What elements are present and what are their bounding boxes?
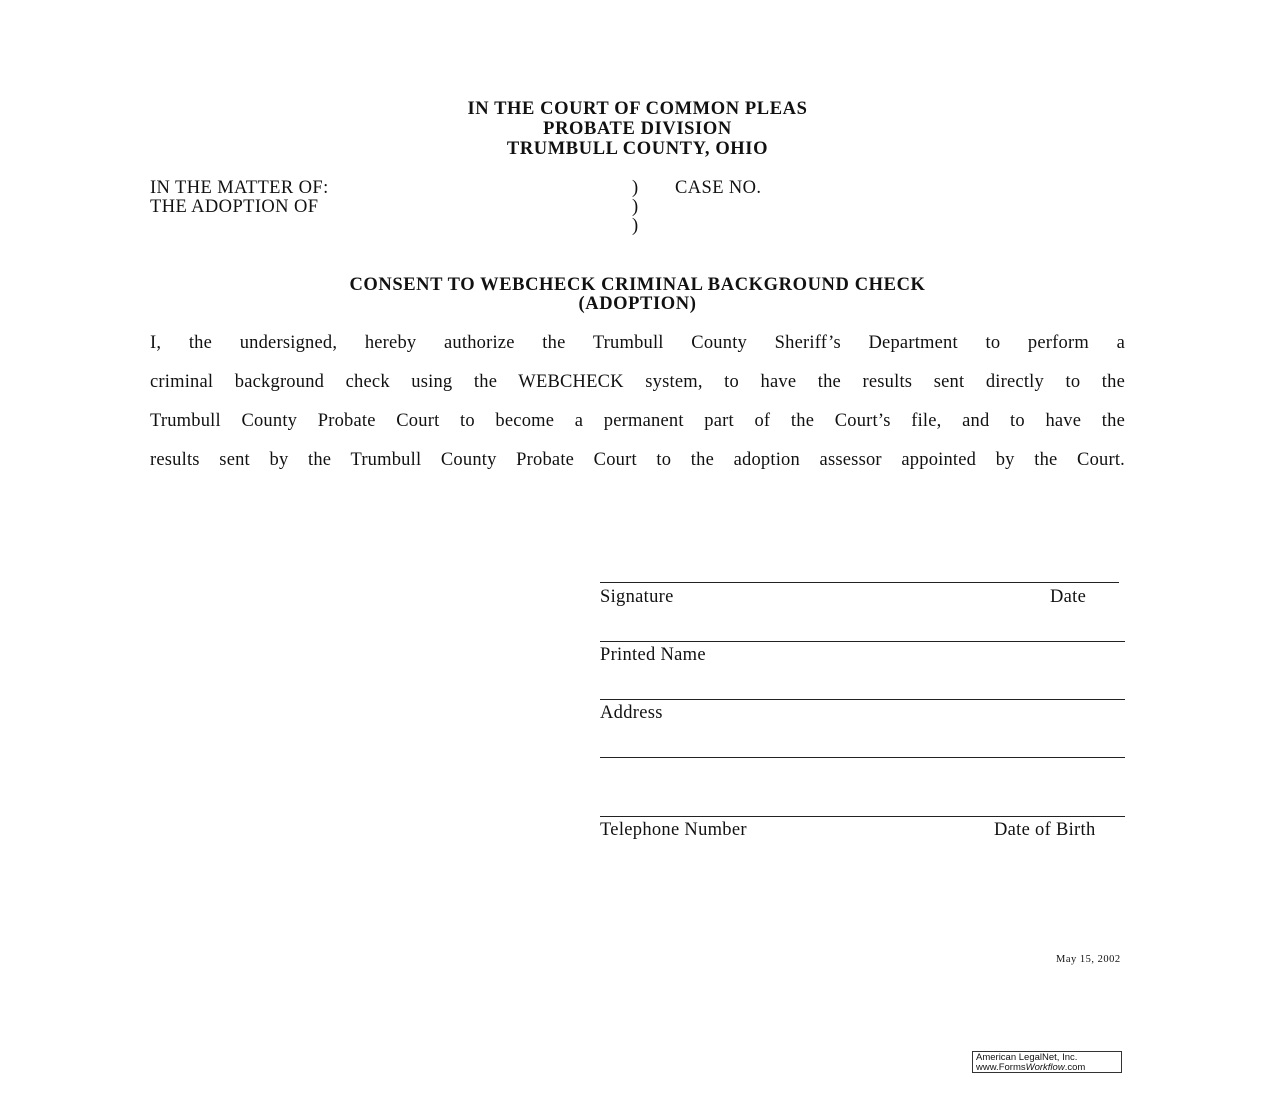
date-label: Date <box>1050 587 1087 607</box>
caption-paren-2: ) <box>632 197 639 217</box>
publisher-name: American LegalNet, Inc. <box>976 1052 1078 1063</box>
court-name: IN THE COURT OF COMMON PLEAS <box>467 99 808 119</box>
consent-line-3: Trumbull County Probate Court to become a permanent part of the Court’s file, and to have the <box>150 411 1125 431</box>
revision-date: May 15, 2002 <box>1056 954 1121 965</box>
document-title: CONSENT TO WEBCHECK CRIMINAL BACKGROUND CHECK <box>349 275 926 295</box>
publisher-url: www.FormsWorkflow.com <box>976 1062 1086 1073</box>
matter-label: IN THE MATTER OF: <box>150 178 329 198</box>
caption-paren-3: ) <box>632 216 639 236</box>
consent-line-2: criminal background check using the WEBCHECK system, to have the results sent directly to the <box>150 372 1125 392</box>
consent-line-4: results sent by the Trumbull County Probate Court to the adoption assessor appointed by the Court. <box>150 450 1125 470</box>
address-line-2[interactable] <box>600 757 1125 758</box>
telephone-label: Telephone Number <box>600 820 747 840</box>
address-label: Address <box>600 703 663 723</box>
consent-line-1: I, the undersigned, hereby authorize the Trumbull County Sheriff’s Department to perform a <box>150 333 1125 353</box>
printed-name-label: Printed Name <box>600 645 706 665</box>
caption-paren-1: ) <box>632 178 639 198</box>
court-division: PROBATE DIVISION <box>543 119 732 139</box>
signature-label: Signature <box>600 587 674 607</box>
case-number-label: CASE NO. <box>675 178 762 198</box>
telephone-dob-line[interactable] <box>600 816 1125 817</box>
document-subtitle: (ADOPTION) <box>578 294 697 314</box>
dob-label: Date of Birth <box>994 820 1096 840</box>
address-line[interactable] <box>600 699 1125 700</box>
signature-line[interactable] <box>600 582 1119 583</box>
adoption-label: THE ADOPTION OF <box>150 197 319 217</box>
publisher-logo <box>972 1051 1122 1073</box>
printed-name-line[interactable] <box>600 641 1125 642</box>
court-county: TRUMBULL COUNTY, OHIO <box>506 139 769 159</box>
